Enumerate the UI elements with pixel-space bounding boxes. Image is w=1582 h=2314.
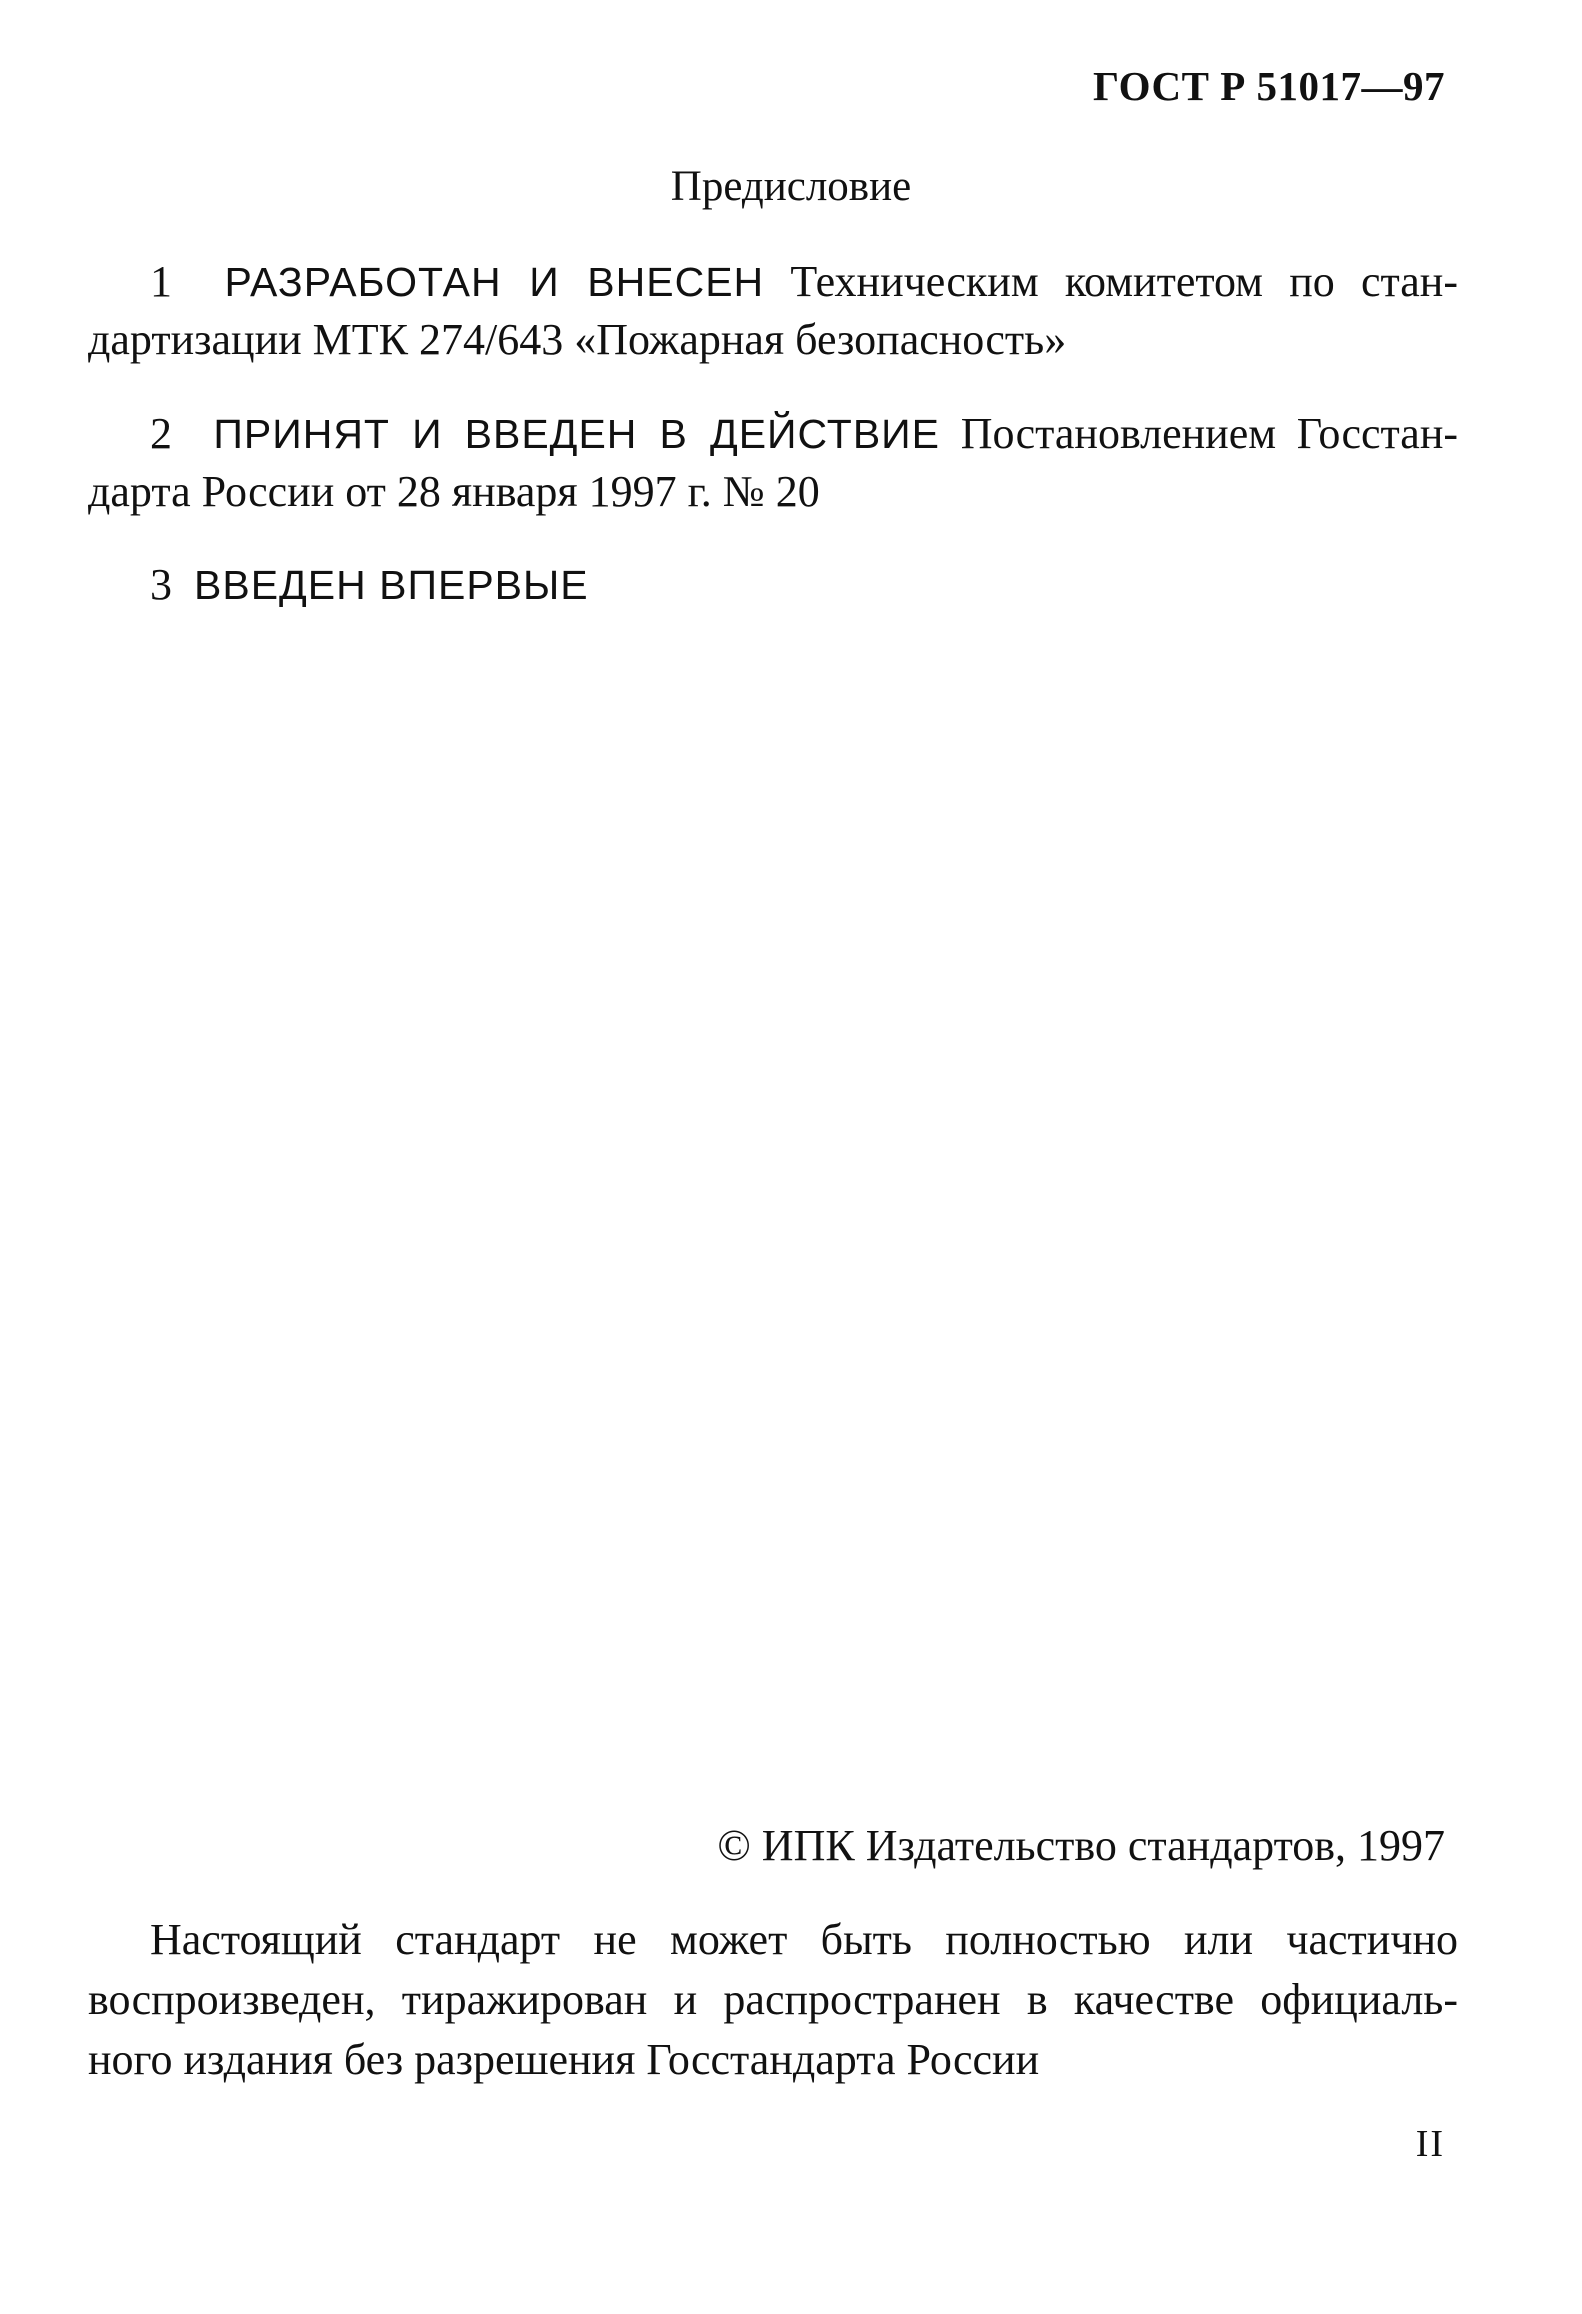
item-text: Техническим комитетом по стан- — [790, 257, 1459, 306]
item-text: Постановлением Госстан- — [960, 409, 1459, 458]
item-caps-text: ВВЕДЕН ВПЕРВЫЕ — [194, 562, 589, 608]
preface-item-3 — [88, 556, 1458, 614]
preface-item-3-line-1 — [88, 556, 1458, 614]
notice-line: Настоящий стандарт не может быть полностью или частично — [150, 1915, 1458, 1964]
preface-item-2-line-2: дарта России от 28 января 1997 г. № 20 — [88, 467, 820, 516]
preface-item-1-line-2: дартизации МТК 274/643 «Пожарная безопасность» — [88, 315, 1067, 364]
preface-item-1-line-1 — [88, 253, 1458, 311]
item-number: 3 — [150, 560, 172, 609]
preface-item-2 — [88, 405, 1458, 521]
preface-title: Предисловие — [670, 163, 912, 210]
reproduction-notice — [88, 1910, 1458, 2090]
document-code: ГОСТ Р 51017—97 — [1093, 63, 1445, 109]
page-number: II — [1415, 2123, 1445, 2165]
item-number: 2 — [150, 409, 172, 458]
notice-line: воспроизведен, тиражирован и распространен в качестве официаль- — [88, 1975, 1458, 2024]
notice-line: ного издания без разрешения Госстандарта России — [88, 2035, 1040, 2084]
preface-item-2-line-1 — [88, 405, 1458, 463]
item-number: 1 — [150, 257, 172, 306]
copyright-line: © ИПК Издательство стандартов, 1997 — [717, 1821, 1445, 1870]
item-caps-text: РАЗРАБОТАН И ВНЕСЕН — [224, 259, 765, 305]
preface-item-1 — [88, 253, 1458, 369]
item-caps-text: ПРИНЯТ И ВВЕДЕН В ДЕЙСТВИЕ — [213, 411, 940, 457]
